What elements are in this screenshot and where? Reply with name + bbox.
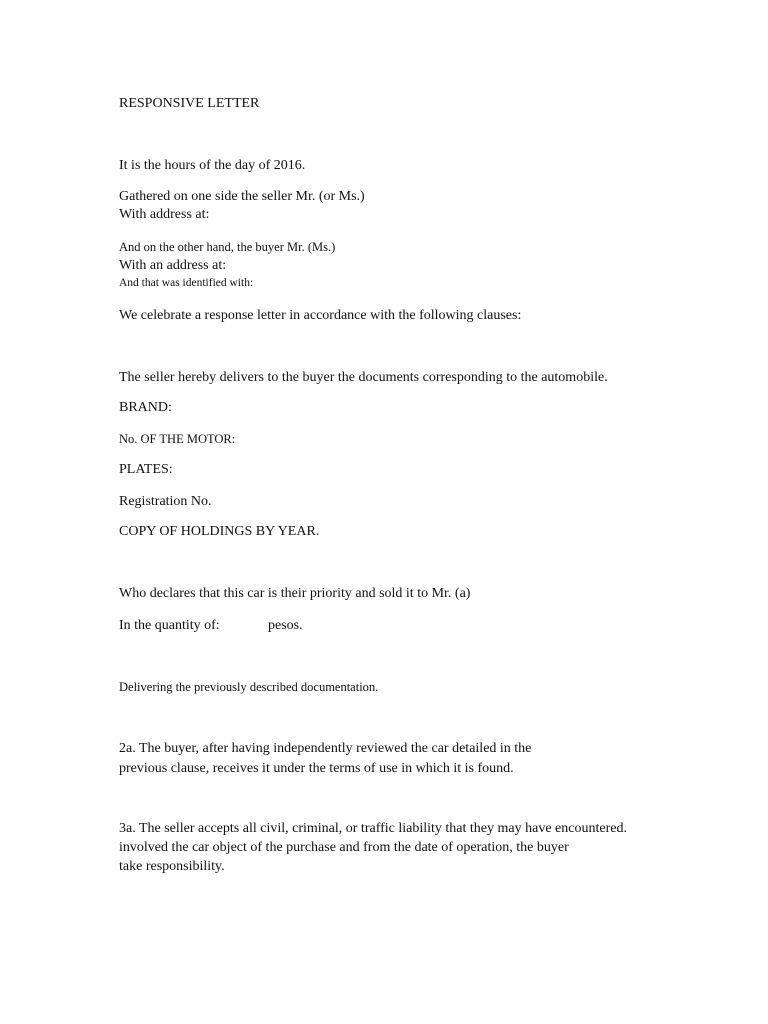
seller-address: With address at:: [119, 207, 210, 222]
celebrate-line: We celebrate a response letter in accordance with the following clauses:: [119, 308, 522, 323]
date-line: It is the hours of the day of 2016.: [119, 158, 306, 173]
registration-field: Registration No.: [119, 494, 212, 509]
plates-field: PLATES:: [119, 462, 173, 477]
quantity-label: In the quantity of:: [119, 618, 220, 633]
quantity-unit: pesos.: [268, 618, 303, 633]
clause-3-line-2: involved the car object of the purchase and from the date of operation, the buyer: [119, 840, 569, 855]
buyer-line: And on the other hand, the buyer Mr. (Ms.): [119, 240, 336, 254]
clause-2-line-2: previous clause, receives it under the terms of use in which it is found.: [119, 761, 514, 776]
clause-3-line-1: 3a. The seller accepts all civil, criminal, or traffic liability that they may have encountered.: [119, 821, 627, 836]
motor-field: No. OF THE MOTOR:: [119, 432, 236, 446]
clause-2-line-1: 2a. The buyer, after having independently reviewed the car detailed in the: [119, 741, 532, 756]
brand-field: BRAND:: [119, 400, 172, 415]
buyer-address: With an address at:: [119, 258, 227, 273]
declares-line: Who declares that this car is their priority and sold it to Mr. (a): [119, 586, 471, 601]
identified-line: And that was identified with:: [119, 277, 254, 289]
document-title: RESPONSIVE LETTER: [119, 96, 260, 111]
clause-3-line-3: take responsibility.: [119, 859, 225, 874]
delivery-line: The seller hereby delivers to the buyer the documents corresponding to the automobile.: [119, 370, 608, 385]
documentation-line: Delivering the previously described documentation.: [119, 680, 379, 694]
holdings-field: COPY OF HOLDINGS BY YEAR.: [119, 524, 320, 539]
seller-line: Gathered on one side the seller Mr. (or Ms.): [119, 189, 365, 204]
